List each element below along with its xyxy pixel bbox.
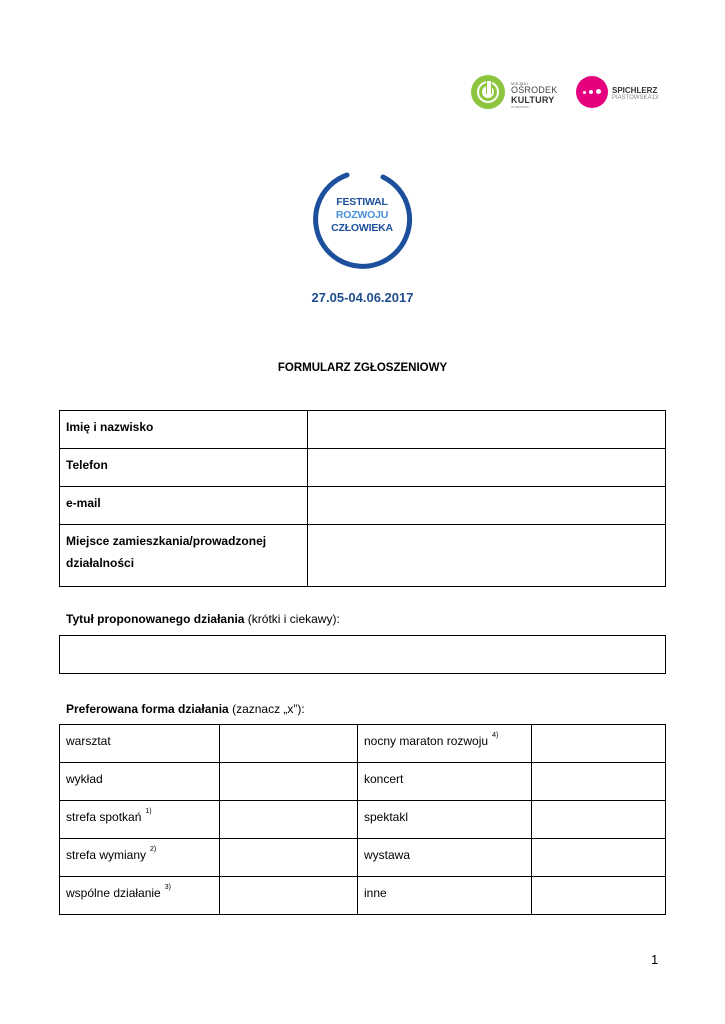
form-option-checkbox[interactable] <box>532 877 666 915</box>
festival-dates: 27.05-04.06.2017 <box>311 290 414 305</box>
form-option-label: inne <box>358 877 532 915</box>
residence-field[interactable] <box>308 525 666 587</box>
spichlerz-logo-line1: SPICHLERZ <box>612 86 658 95</box>
form-option-label: warsztat <box>60 725 220 763</box>
festival-logo-line2: ROZWOJU <box>335 209 389 221</box>
table-row <box>60 487 666 525</box>
activity-form-heading: Preferowana forma działania (zaznacz „x”): <box>66 702 305 716</box>
table-row <box>60 839 666 877</box>
form-option-label: strefa spotkań $^{1)}$ <box>60 801 220 839</box>
mok-logo <box>470 74 565 114</box>
table-row <box>60 449 666 487</box>
email-label: e-mail <box>60 487 308 525</box>
power-icon <box>471 75 505 109</box>
festival-logo-line1: FESTIWAL <box>336 196 388 208</box>
activity-title-field[interactable] <box>59 635 666 674</box>
dots-icon <box>576 76 608 108</box>
mok-logo-line1: MIEJSKI <box>511 81 528 86</box>
form-option-label: wykład <box>60 763 220 801</box>
mok-logo-line4: W GDAŃSKU <box>511 105 530 109</box>
table-row <box>60 763 666 801</box>
phone-field[interactable] <box>308 449 666 487</box>
form-option-label: nocny maraton rozwoju $^{4)}$ <box>358 725 532 763</box>
phone-label: Telefon <box>60 449 308 487</box>
form-option-label: spektakl <box>358 801 532 839</box>
form-option-checkbox[interactable] <box>220 839 358 877</box>
table-row <box>60 411 666 449</box>
table-row <box>60 877 666 915</box>
form-option-checkbox[interactable] <box>220 801 358 839</box>
festival-logo-line3: CZŁOWIEKA <box>331 222 393 234</box>
form-title: FORMULARZ ZGŁOSZENIOWY <box>277 362 448 374</box>
spichlerz-logo <box>576 76 666 110</box>
form-option-checkbox[interactable] <box>220 763 358 801</box>
form-option-checkbox[interactable] <box>532 801 666 839</box>
table-row <box>60 725 666 763</box>
form-option-label: strefa wymiany $^{2)}$ <box>60 839 220 877</box>
mok-logo-line2: OŚRODEK <box>511 85 558 95</box>
form-option-label: wystawa <box>358 839 532 877</box>
personal-info-table <box>59 410 666 587</box>
mok-logo-line3: KULTURY <box>511 95 555 105</box>
spichlerz-logo-line2: PIASTOWSKA13 <box>612 95 659 101</box>
form-option-checkbox[interactable] <box>532 763 666 801</box>
form-option-checkbox[interactable] <box>220 877 358 915</box>
form-option-checkbox[interactable] <box>220 725 358 763</box>
activity-form-table <box>59 724 666 915</box>
name-label: Imię i nazwisko <box>60 411 308 449</box>
form-option-checkbox[interactable] <box>532 839 666 877</box>
form-option-label: wspólne działanie $^{3)}$ <box>60 877 220 915</box>
email-field[interactable] <box>308 487 666 525</box>
form-option-checkbox[interactable] <box>532 725 666 763</box>
activity-title-heading: Tytuł proponowanego działania (krótki i ciekawy): <box>66 612 340 626</box>
residence-label: Miejsce zamieszkania/prowadzonej działalności <box>60 525 308 587</box>
festival-logo <box>311 168 413 270</box>
name-field[interactable] <box>308 411 666 449</box>
table-row <box>60 801 666 839</box>
table-row <box>60 525 666 587</box>
page-number: 1 <box>651 952 659 967</box>
form-option-label: koncert <box>358 763 532 801</box>
